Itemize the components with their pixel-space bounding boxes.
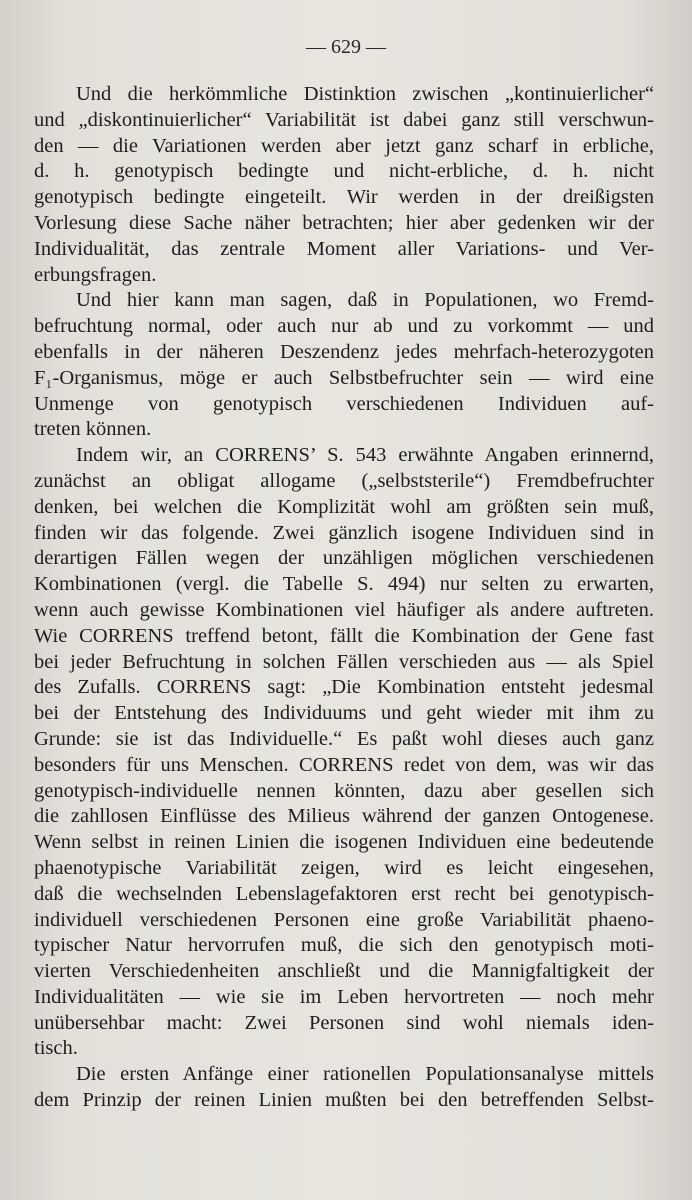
text-line: Und hier kann man sagen, daß in Populationen, wo Fremd- xyxy=(76,289,654,312)
page-number: — 629 — xyxy=(306,36,386,58)
text-line: typischer Natur hervorrufen muß, die sich den genotypisch moti- xyxy=(34,934,654,957)
text-line: individuell verschiedenen Personen eine große Variabilität phaeno- xyxy=(34,908,654,931)
text-line: bei jeder Befruchtung in solchen Fällen verschieden aus — als Spiel xyxy=(34,650,654,673)
paragraph-3 xyxy=(34,443,654,1062)
text-line: dem Prinzip der reinen Linien mußten bei den betreffenden Selbst- xyxy=(34,1089,654,1112)
text-line: d. h. genotypisch bedingte und nicht-erbliche, d. h. nicht xyxy=(34,160,654,183)
text-line: wenn auch gewisse Kombinationen viel häufiger als andere auftreten. xyxy=(34,598,654,621)
text-line: finden wir das folgende. Zwei gänzlich isogene Individuen sind in xyxy=(34,521,654,544)
text-line: erbungsfragen. xyxy=(34,263,157,286)
text-line: daß die wechselnden Lebenslagefaktoren erst recht bei genotypisch- xyxy=(34,882,654,905)
text-line: tisch. xyxy=(34,1037,78,1060)
text-line: Und die herkömmliche Distinktion zwischen „kontinuierlicher“ xyxy=(76,83,654,105)
text-line: treten können. xyxy=(34,418,152,441)
body-text xyxy=(34,82,654,1114)
text-line: phaenotypische Variabilität zeigen, wird es leicht eingesehen, xyxy=(34,856,654,879)
paragraph-4 xyxy=(34,1062,654,1114)
text-line: Indem wir, an CORRENS’ S. 543 erwähnte Angaben erinnernd, xyxy=(76,444,654,467)
text-line: unübersehbar macht: Zwei Personen sind wohl niemals iden- xyxy=(34,1011,654,1034)
text-line: Unmenge von genotypisch verschiedenen Individuen auf- xyxy=(34,392,654,415)
paragraph-1 xyxy=(34,82,654,288)
text-line: Wenn selbst in reinen Linien die isogenen Individuen eine bedeutende xyxy=(34,831,654,854)
text-line: den — die Variationen werden aber jetzt ganz scharf in erbliche, xyxy=(34,134,654,157)
text-line: befruchtung normal, oder auch nur ab und zu vorkommt — und xyxy=(34,315,654,338)
text-line: ebenfalls in der näheren Deszendenz jedes mehrfach-heterozygoten xyxy=(34,340,654,363)
text-line: Individualität, das zentrale Moment aller Variations- und Ver- xyxy=(34,237,654,260)
text-line: besonders für uns Menschen. CORRENS redet von dem, was wir das xyxy=(34,753,654,776)
text-line: Wie CORRENS treffend betont, fällt die Kombination der Gene fast xyxy=(34,624,654,647)
text-line: Vorlesung diese Sache näher betrachten; hier aber gedenken wir der xyxy=(34,211,654,234)
text-line: genotypisch-individuelle nennen könnten, dazu aber gesellen sich xyxy=(34,779,654,802)
text-line: bei der Entstehung des Individuums und geht wieder mit ihm zu xyxy=(34,702,654,725)
text-line: des Zufalls. CORRENS sagt: „Die Kombination entsteht jedesmal xyxy=(34,676,654,699)
text-line: vierten Verschiedenheiten anschließt und die Mannigfaltigkeit der xyxy=(34,960,654,983)
text-line: genotypisch bedingte eingeteilt. Wir werden in der dreißigsten xyxy=(34,186,654,209)
text-line: Individualitäten — wie sie im Leben hervortreten — noch mehr xyxy=(34,985,654,1008)
text-line: und „diskontinuierlicher“ Variabilität ist dabei ganz still verschwun- xyxy=(34,108,654,131)
text-line: die zahllosen Einflüsse des Milieus während der ganzen Ontogenese. xyxy=(34,805,654,828)
text-line: Kombinationen (vergl. die Tabelle S. 494) nur selten zu erwarten, xyxy=(34,573,654,596)
text-line: denken, bei welchen die Komplizität wohl am größten sein muß, xyxy=(34,495,654,518)
text-line: zunächst an obligat allogame („selbststerile“) Fremdbefruchter xyxy=(34,469,654,492)
text-line: derartigen Fällen wegen der unzähligen möglichen verschiedenen xyxy=(34,547,654,570)
text-line: Grunde: sie ist das Individuelle.“ Es paßt wohl dieses auch ganz xyxy=(34,727,654,750)
paragraph-2 xyxy=(34,288,654,443)
text-line: Die ersten Anfänge einer rationellen Populationsanalyse mittels xyxy=(76,1063,654,1086)
text-line: F₁-Organismus, möge er auch Selbstbefruchter sein — wird eine xyxy=(34,366,654,389)
